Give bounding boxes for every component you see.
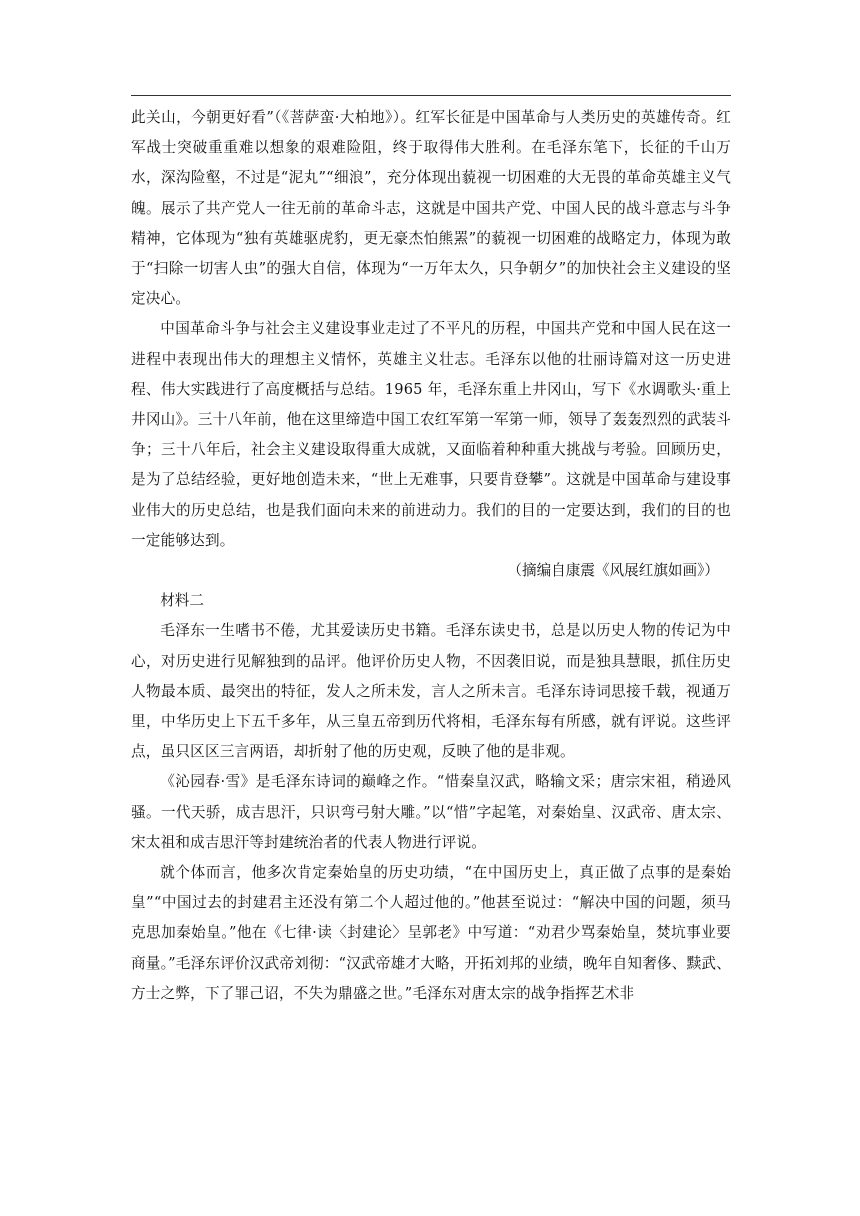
paragraph-5: 就个体而言，他多次肯定秦始皇的历史功绩，“在中国历史上，真正做了点事的是秦始皇”“中国过去的封建君主还没有第二个人超过他的。”他甚至说过：“解决中国的问题，须马克思加秦始皇。”他在《七律·读〈封建论〉呈郭老》中写道：“劝君少骂秦始皇，焚坑事业要商量。”毛泽东评价汉武帝刘彻：“汉武帝雄才大略，开拓刘邦的业绩，晚年自知奢侈、黩武、方士之弊，下了罪己诏，不失为鼎盛之世。”毛泽东对唐太宗的战争指挥艺术非 [131, 864, 731, 1002]
paragraph-4: 《沁园春·雪》是毛泽东诗词的巅峰之作。“惜秦皇汉武，略输文采；唐宗宋祖，稍逊风骚。一代天骄，成吉思汗，只识弯弓射大雕。”以“惜”字起笔，对秦始皇、汉武帝、唐太宗、宋太祖和成吉思汗等封建统治者的代表人物进行评说。 [131, 773, 731, 851]
paragraph-1: 此关山，今朝更好看”（《菩萨蛮·大柏地》）。红军长征是中国革命与人类历史的英雄传奇。红军战士突破重重难以想象的艰难险阻，终于取得伟大胜利。在毛泽东笔下，长征的千山万水，深沟险壑，不过是“泥丸”“细浪”，充分体现出藐视一切困难的大无畏的革命英雄主义气魄。展示了共产党人一往无前的革命斗志，这就是中国共产党、中国人民的战斗意志与斗争精神，它体现为“独有英雄驱虎豹，更无豪杰怕熊罴”的藐视一切困难的战略定力，体现为敢于“扫除一切害人虫”的强大自信，体现为“一万年太久，只争朝夕”的加快社会主义建设的坚定决心。 [131, 109, 731, 308]
paragraph-2: 中国革命斗争与社会主义建设事业走过了不平凡的历程，中国共产党和中国人民在这一进程中表现出伟大的理想主义情怀，英雄主义壮志。毛泽东以他的壮丽诗篇对这一历史进程、伟大实践进行了高度概括与总结。1965 年，毛泽东重上井冈山，写下《水调歌头·重上井冈山》。三十八年前，他在这里缔造中国工农红军第一军第一师，领导了轰轰烈烈的武装斗争；三十八年后，社会主义建设取得重大成就，又面临着种种重大挑战与考验。回顾历史，是为了总结经验，更好地创造未来，“世上无难事，只要肯登攀”。这就是中国革命与建设事业伟大的历史总结，也是我们面向未来的前进动力。我们的目的一定要达到，我们的目的也一定能够达到。 [131, 320, 731, 549]
source-citation: （摘编自康震《风展红旗如画》） [507, 562, 719, 580]
page-content [131, 103, 731, 1009]
paragraph-3: 毛泽东一生嗜书不倦，尤其爱读历史书籍。毛泽东读史书，总是以历史人物的传记为中心，对历史进行见解独到的品评。他评价历史人物，不因袭旧说，而是独具慧眼，抓住历史人物最本质、最突出的特征，发人之所未发，言人之所未言。毛泽东诗词思接千载，视通万里，中华历史上下五千多年，从三皇五帝到历代将相，毛泽东每有所感，就有评说。这些评点，虽只区区三言两语，却折射了他的历史观，反映了他的是非观。 [131, 622, 731, 761]
material-two-heading: 材料二 [160, 592, 204, 610]
header-rule [131, 95, 731, 96]
